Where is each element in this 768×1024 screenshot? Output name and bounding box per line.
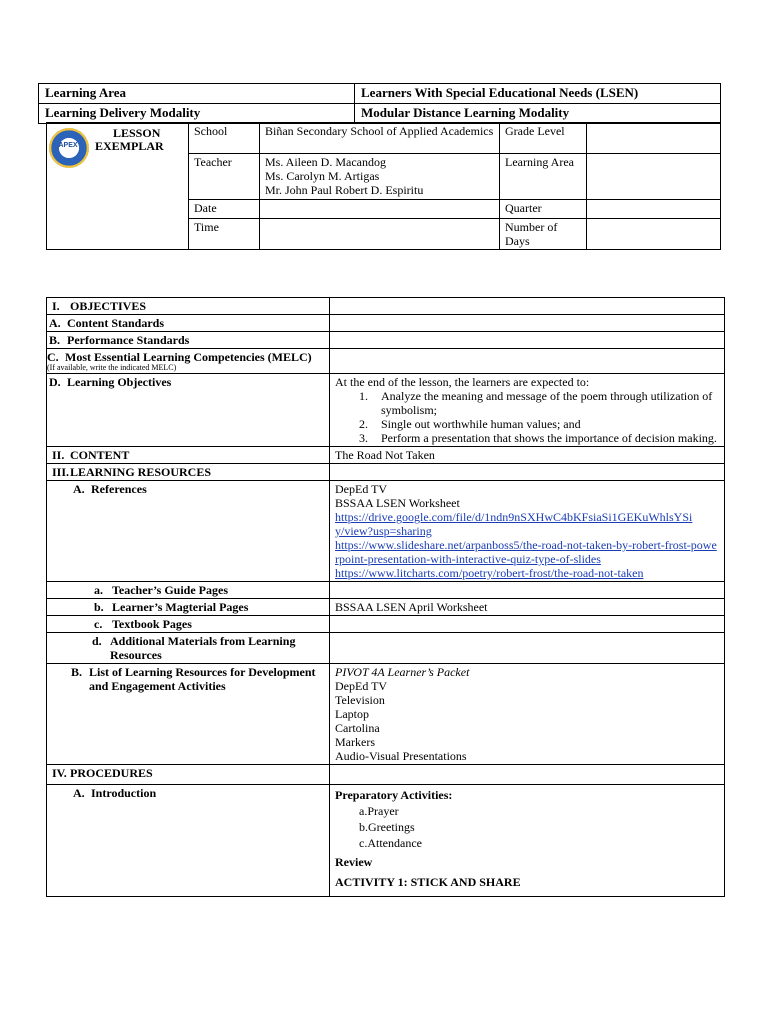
resource-item: Audio-Visual Presentations [335,749,467,763]
date-value [260,200,500,219]
preparatory-item: c.Attendance [359,836,422,850]
number-of-days-value [587,219,721,250]
exemplar-line2: EXEMPLAR [95,139,164,153]
header-learning-area-label: Learning Area [39,84,355,104]
number-of-days-label: Number of Days [500,219,587,250]
time-label: Time [189,219,260,250]
review-title: Review [335,855,373,869]
school-label: School [189,123,260,154]
teachers-guide-value [330,582,725,599]
teacher-name: Ms. Aileen D. Macandog [265,155,386,169]
preparatory-activities-title: Preparatory Activities: [335,788,453,802]
objectives-value [330,298,725,315]
teacher-value [260,154,500,200]
header-learning-area-value: Learners With Special Educational Needs (LSEN) [355,84,721,104]
objective-item: 1. Analyze the meaning and message of the poem through utilization of symbolism; [359,389,713,417]
resource-item: PIVOT 4A Learner’s Packet [335,665,470,679]
header-modality-value: Modular Distance Learning Modality [355,104,721,124]
list-of-resources-label: B. List of Learning Resources for Development and Engagement Activities [47,664,330,765]
textbook-pages-value [330,616,725,633]
lesson-plan-table [46,297,725,897]
reference-item: BSSAA LSEN Worksheet [335,496,460,510]
learning-objectives-value [330,374,725,447]
reference-link[interactable]: https://www.slideshare.net/arpanboss5/the-road-not-taken-by-robert-frost-powerpoint-presentation-with-interactive-quiz-type-of-slides [335,538,717,566]
teachers-guide-label: a. Teacher’s Guide Pages [47,582,330,599]
reference-link[interactable]: https://www.litcharts.com/poetry/robert-frost/the-road-not-taken [335,566,644,580]
resource-item: Television [335,693,385,707]
learners-pages-label: b. Learner’s Magterial Pages [47,599,330,616]
school-value: Biñan Secondary School of Applied Academics [260,123,500,154]
logo-text: APEX [58,142,78,149]
grade-level-label: Grade Level [500,123,587,154]
learning-resources-heading: III.LEARNING RESOURCES [47,464,330,481]
header-table [38,83,721,124]
time-value [260,219,500,250]
grade-level-value [587,123,721,154]
objectives-intro: At the end of the lesson, the learners are expected to: [335,375,590,389]
objective-item: 3. Perform a presentation that shows the importance of decision making. [359,431,717,445]
performance-standards-value [330,332,725,349]
introduction-label: A. Introduction [47,785,330,897]
header-modality-label: Learning Delivery Modality [39,104,355,124]
objectives-heading: I. OBJECTIVES [47,298,330,315]
quarter-label: Quarter [500,200,587,219]
resource-item: Laptop [335,707,369,721]
preparatory-item: b.Greetings [359,820,415,834]
references-value [330,481,725,582]
list-of-resources-value [330,664,725,765]
learning-area-value [587,154,721,200]
performance-standards-label: B. Performance Standards [47,332,330,349]
additional-materials-label: d. Additional Materials from Learning Resources [47,633,330,664]
reference-link[interactable]: https://drive.google.com/file/d/1ndn9nSXHwC4bKFsiaSi1GEKuWhlsYSiy/view?usp=sharing [335,510,693,538]
procedures-value [330,765,725,785]
textbook-pages-label: c. Textbook Pages [47,616,330,633]
procedures-heading: IV. PROCEDURES [47,765,330,785]
teacher-name: Ms. Carolyn M. Artigas [265,169,380,183]
melc-value [330,349,725,374]
learning-resources-value [330,464,725,481]
objective-item: 2. Single out worthwhile human values; and [359,417,581,431]
content-heading: II. CONTENT [47,447,330,464]
resource-item: Markers [335,735,375,749]
additional-materials-value [330,633,725,664]
introduction-value [330,785,725,897]
learning-area-label: Learning Area [500,154,587,200]
date-label: Date [189,200,260,219]
resource-item: DepEd TV [335,679,388,693]
quarter-value [587,200,721,219]
lesson-info-table [46,122,721,250]
melc-note: (If available, write the indicated MELC) [47,363,177,372]
reference-item: DepEd TV [335,482,388,496]
exemplar-line1: LESSON [113,126,161,140]
teacher-name: Mr. John Paul Robert D. Espiritu [265,183,424,197]
lesson-exemplar-title [95,127,164,153]
teacher-label: Teacher [189,154,260,200]
activity-title: ACTIVITY 1: STICK AND SHARE [335,875,521,889]
resource-item: Cartolina [335,721,380,735]
content-value: The Road Not Taken [330,447,725,464]
preparatory-item: a.Prayer [359,804,399,818]
melc-label: C. Most Essential Learning Competencies (MELC) (If available, write the indicated MELC) [47,349,330,374]
content-standards-label: A. Content Standards [47,315,330,332]
references-label: A. References [47,481,330,582]
exemplar-cell [47,123,189,250]
content-standards-value [330,315,725,332]
learning-objectives-label: D. Learning Objectives [47,374,330,447]
learners-pages-value: BSSAA LSEN April Worksheet [330,599,725,616]
